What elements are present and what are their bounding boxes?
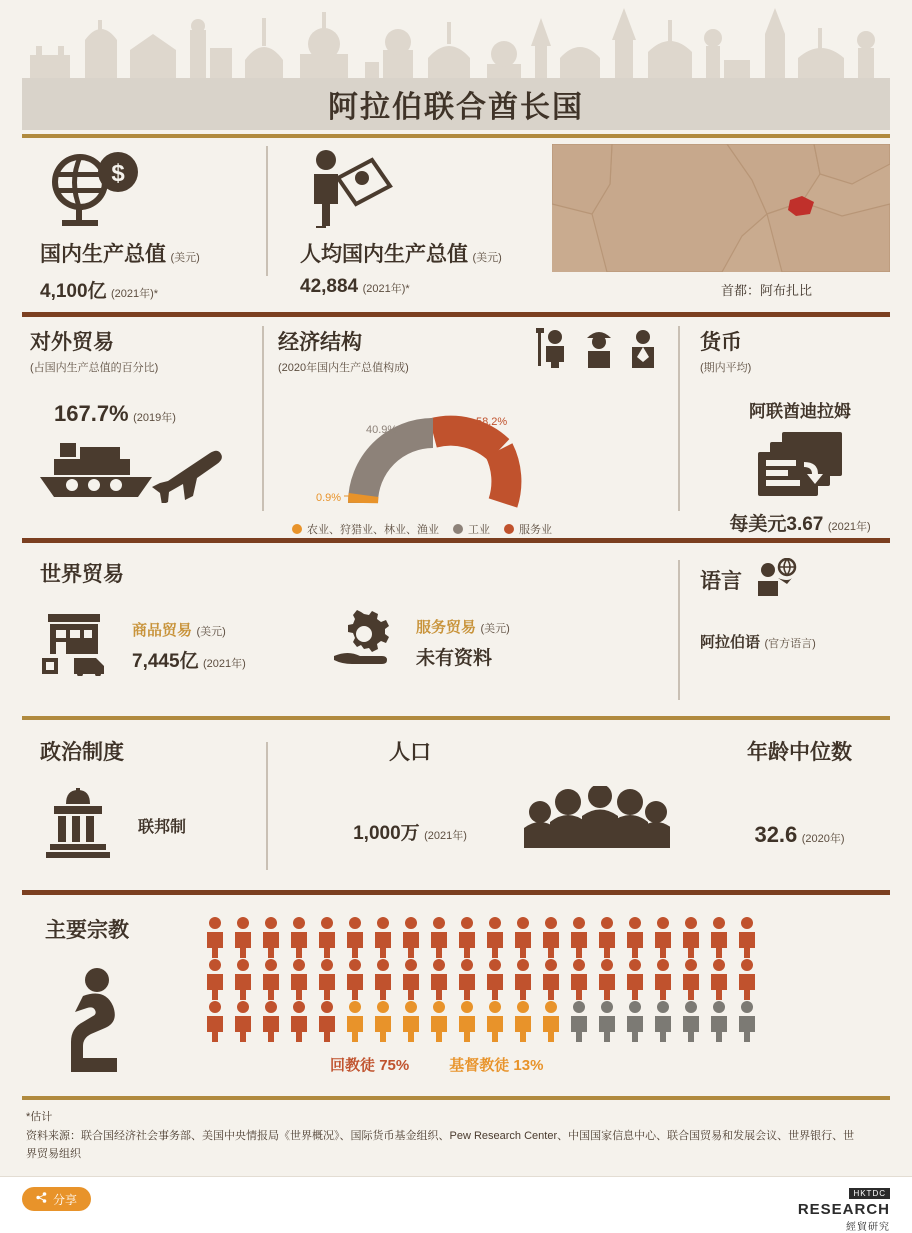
population-block <box>330 736 490 845</box>
legend-item-services <box>504 521 552 537</box>
legend-dot-agriculture <box>292 524 302 534</box>
services-trade-unit: (美元) <box>480 622 510 635</box>
services-trade-block <box>330 610 510 675</box>
population-year: (2021年) <box>424 830 467 842</box>
religion-legend-muslim-name: 回教徒 <box>330 1057 376 1074</box>
foreign-trade-value: 167.7% <box>54 401 129 426</box>
services-trade-label: 服务贸易 <box>416 618 477 636</box>
section-trade-economy-currency <box>0 318 912 536</box>
median-age-block <box>747 736 852 848</box>
logo-research: RESEARCH <box>797 1201 890 1218</box>
section-world-trade-language <box>0 548 912 718</box>
legend-label-industry: 工业 <box>468 524 490 536</box>
gdp-unit: (美元) <box>170 252 200 264</box>
currency-label: 货币 <box>700 331 742 354</box>
pictogram-row <box>205 1000 765 1042</box>
median-age-value: 32.6 <box>754 822 798 847</box>
currency-year: (2021年) <box>827 521 871 533</box>
currency-rate: 每美元3.67 <box>729 514 824 535</box>
exchange-icon <box>700 428 900 505</box>
economy-legend <box>292 521 668 537</box>
gdp-per-capita-unit: (美元) <box>472 252 502 264</box>
country-title-band <box>22 78 890 130</box>
praying-person-icon <box>57 966 141 1083</box>
currency-block <box>700 326 900 536</box>
gdp-block <box>40 148 250 303</box>
section-religion <box>0 896 912 1101</box>
divider-vertical-4 <box>678 560 680 700</box>
farmer-icon <box>536 326 574 368</box>
gdp-label: 国内生产总值 <box>40 243 166 266</box>
svg-text:40.9%: 40.9% <box>366 424 398 436</box>
divider-brown-3 <box>22 890 890 895</box>
gdp-per-capita-label: 人均国内生产总值 <box>300 243 468 266</box>
pictogram-row <box>205 958 765 1000</box>
legend-label-services: 服务业 <box>519 524 552 536</box>
footnote-wrap <box>26 1108 856 1164</box>
religion-legend-christian-value: 13% <box>513 1057 544 1074</box>
svg-text:$: $ <box>111 160 125 187</box>
legend-dot-services <box>504 524 514 534</box>
political-system-block <box>40 736 186 863</box>
share-label: 分享 <box>53 1192 78 1207</box>
foreign-trade-sub: (占国内生产总值的百分比) <box>30 362 159 374</box>
divider-gold-2 <box>22 716 890 720</box>
economy-donut-chart <box>308 393 558 513</box>
religion-legend-christian-name: 基督教徒 <box>449 1057 510 1074</box>
svg-text:58.2%: 58.2% <box>476 416 508 428</box>
economy-structure-label: 经济结构 <box>278 331 362 354</box>
economy-structure-icons <box>536 326 662 368</box>
gdp-per-capita-value: 42,884 <box>300 276 359 297</box>
divider-vertical-5 <box>266 742 268 870</box>
service-worker-icon <box>624 326 662 368</box>
logo-hktdc: HKTDC <box>849 1188 890 1199</box>
gdp-per-capita-year: (2021年)* <box>362 283 410 295</box>
divider-gold-3 <box>22 1096 890 1100</box>
language-value: 阿拉伯语 <box>700 634 761 651</box>
foreign-trade-label: 对外贸易 <box>30 331 114 354</box>
gdp-per-capita-block <box>300 148 550 298</box>
foreign-trade-year: (2019年) <box>133 412 176 424</box>
religion-label: 主要宗教 <box>45 919 129 942</box>
goods-trade-unit: (美元) <box>196 625 226 638</box>
divider-vertical-1 <box>266 146 268 276</box>
ship-plane-icon <box>30 437 250 508</box>
divider-vertical-3 <box>678 326 680 511</box>
world-trade-label: 世界贸易 <box>40 563 124 586</box>
pictogram-row <box>205 916 765 958</box>
globe-dollar-icon <box>40 148 250 228</box>
religion-legend-muslim-value: 75% <box>379 1057 410 1074</box>
svg-text:0.9%: 0.9% <box>316 492 342 504</box>
population-label: 人口 <box>389 741 431 764</box>
goods-trade-label: 商品贸易 <box>132 621 193 639</box>
religion-legend-muslim <box>330 1054 409 1075</box>
footnote-sources: 资料来源：联合国经济社会事务部、美国中央情报局《世界概况》、国际货币基金组织、Pew Research Center、中国国家信息中心、联合国贸易和发展会议、世界银行、世界贸易组织 <box>26 1129 855 1161</box>
political-system-label: 政治制度 <box>40 741 124 764</box>
section-gdp <box>0 140 912 308</box>
divider-vertical-2 <box>262 326 264 511</box>
language-note: (官方语言) <box>764 638 816 650</box>
goods-trade-year: (2021年) <box>203 657 246 670</box>
religion-legend <box>330 1054 543 1075</box>
goods-trade-value: 7,445亿 <box>132 650 199 672</box>
services-trade-value: 未有资料 <box>416 647 493 669</box>
legend-item-industry <box>453 521 490 537</box>
median-age-year: (2020年) <box>801 833 845 845</box>
median-age-label: 年龄中位数 <box>747 741 852 764</box>
people-group-icon <box>520 786 670 853</box>
currency-name: 阿联酋迪拉姆 <box>749 402 851 421</box>
gdp-year: (2021年)* <box>111 288 159 300</box>
person-money-icon <box>300 148 550 228</box>
hktdc-logo <box>798 1183 890 1233</box>
political-system-value: 联邦制 <box>138 819 187 836</box>
footnote-estimate: *估计 <box>26 1111 53 1123</box>
gdp-value: 4,100亿 <box>40 281 107 302</box>
worker-icon <box>580 326 618 368</box>
economy-structure-sub: (2020年国内生产总值构成) <box>278 362 409 374</box>
gear-hand-icon <box>330 610 400 675</box>
economy-structure-block <box>278 326 668 537</box>
divider-brown-2 <box>22 538 890 543</box>
government-building-icon <box>40 788 116 863</box>
population-value: 1,000万 <box>353 823 420 844</box>
legend-label-agriculture: 农业、狩猎业、林业、渔业 <box>307 524 439 536</box>
legend-dot-industry <box>453 524 463 534</box>
logo-research-cn: 經貿研究 <box>846 1222 890 1233</box>
religion-head-wrap <box>45 914 141 1083</box>
share-button[interactable] <box>22 1187 91 1211</box>
person-globe-icon <box>756 558 798 601</box>
capital-caption: 首都：阿布扎比 <box>720 283 812 298</box>
section-politics-population-age <box>0 726 912 886</box>
language-block <box>700 558 900 652</box>
religion-pictogram <box>205 916 765 1042</box>
language-label: 语言 <box>700 569 742 593</box>
bottom-bar <box>0 1176 912 1233</box>
page-title: 阿拉伯联合酋长国 <box>328 91 584 124</box>
divider-brown-1 <box>22 312 890 317</box>
goods-trade-block <box>40 610 246 681</box>
warehouse-icon <box>40 610 118 681</box>
middle-east-map <box>552 144 890 272</box>
foreign-trade-block <box>30 326 250 508</box>
religion-legend-christian <box>449 1054 543 1075</box>
divider-gold-1 <box>22 134 890 138</box>
currency-sub: (期内平均) <box>700 362 752 374</box>
world-trade-label-wrap <box>40 558 124 588</box>
legend-item-agriculture <box>292 521 439 537</box>
share-icon <box>36 1192 47 1206</box>
